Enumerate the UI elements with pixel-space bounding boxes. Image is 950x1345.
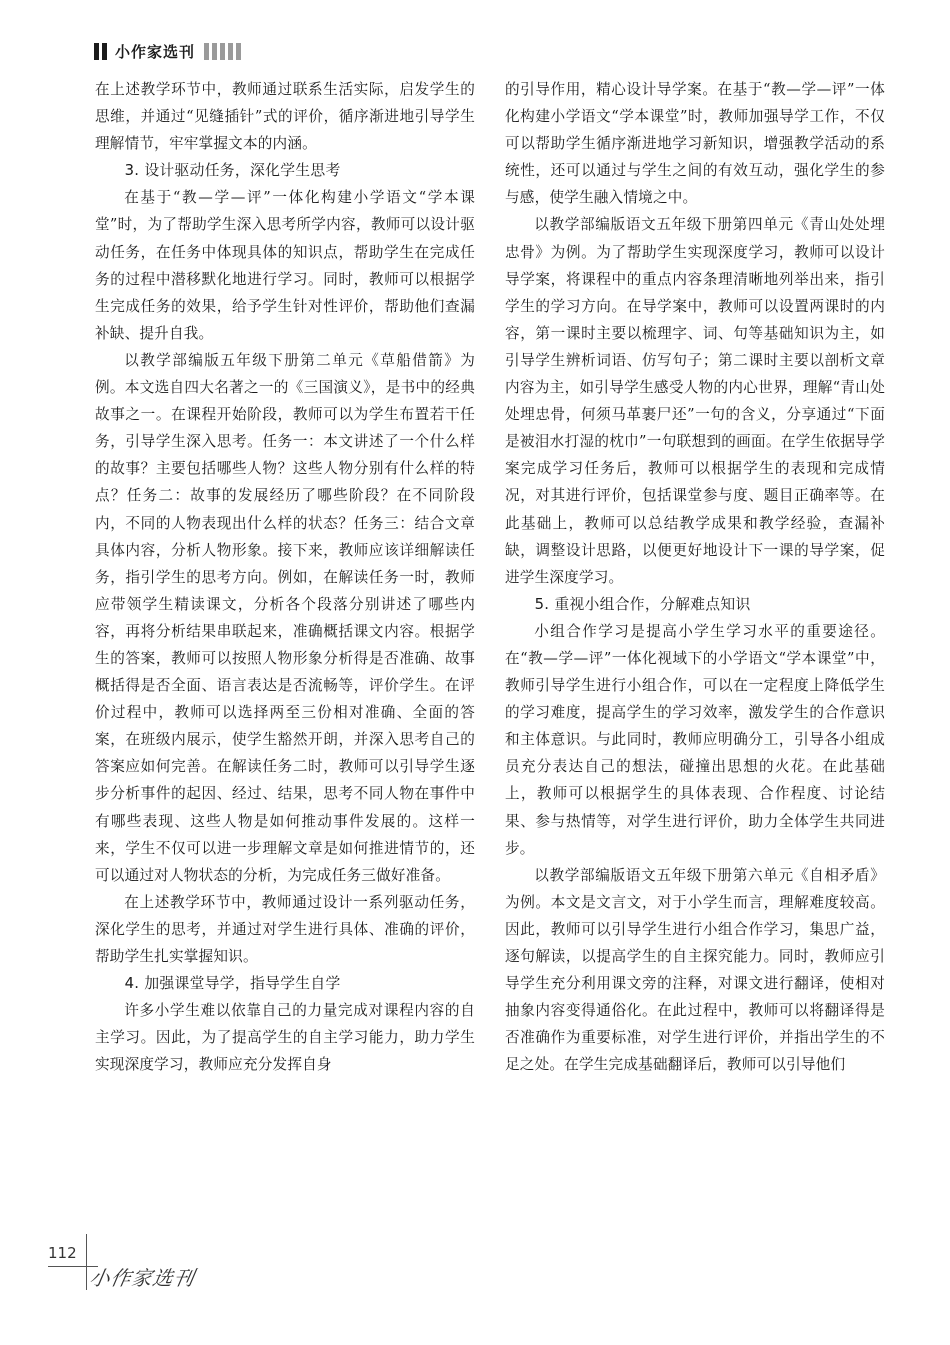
paragraph: 以教学部编版五年级下册第二单元《草船借箭》为例。本文选自四大名著之一的《三国演义》，是书中的经典故事之一。在课程开始阶段，教师可以为学生布置若干任务，引导学生深入思考。任务一：本文讲述了一个什么样的故事？主要包括哪些人物？这些人物分别有什么样的特点？任务二：故事的发展经历了哪些阶段？在不同阶段内，不同的人物表现出什么样的状态？任务三：结合文章具体内容，分析人物形象。接下来，教师应该详细解读任务，指引学生的思考方向。例如，在解读任务一时，教师应带领学生精读课文，分析各个段落分别讲述了哪些内容，再将分析结果串联起来，准确概括课文内容。根据学生的答案，教师可以按照人物形象分析得是否准确、故事概括得是否全面、语言表达是否流畅等，评价学生。在评价过程中，教师可以选择两至三份相对准确、全面的答案，在班级内展示，使学生豁然开朗，并深入思考自己的答案应如何完善。在解读任务二时，教师可以引导学生逐步分析事件的起因、经过、结果，思考不同人物在事件中有哪些表现、这些人物是如何推动事件发展的。这样一来，学生不仅可以进一步理解文章是如何推进情节的，还可以通过对人物状态的分析，为完成任务三做好准备。 xyxy=(95,351,475,884)
paragraph: 以教学部编版语文五年级下册第六单元《自相矛盾》为例。本文是文言文，对于小学生而言，理解难度较高。因此，教师可以引导学生进行小组合作学习，集思广益，逐句解读，以提高学生的自主探究能力。同时，教师应引导学生充分利用课文旁的注释，对课文进行翻译，使相对抽象内容变得通俗化。在此过程中，教师可以将翻译得是否准确作为重要标准，对学生进行评价，并指出学生的不足之处。在学生完成基础翻译后，教师可以引导他们 xyxy=(505,866,885,1074)
header-bars-light xyxy=(204,43,241,60)
running-head xyxy=(94,40,241,62)
folio-rule xyxy=(48,1266,98,1267)
paragraph: 在上述教学环节中，教师通过联系生活实际，启发学生的思维，并通过“见缝插针”式的评价，循序渐进地引导学生理解情节，牢牢掌握文本的内涵。 xyxy=(95,81,475,153)
section-heading: 4. 加强课堂导学，指导学生自学 xyxy=(124,975,341,993)
paragraph: 以教学部编版语文五年级下册第四单元《青山处处埋忠骨》为例。为了帮助学生实现深度学习，教师可以设计导学案，将课程中的重点内容条理清晰地列举出来，指引学生的学习方向。在导学案中，教师可以设置两课时的内容，第一课时主要以梳理字、词、句等基础知识为主，如引导学生辨析词语、仿写句子；第二课时主要以剖析文章内容为主，如引导学生感受人物的内心世界，理解“青山处处埋忠骨，何须马革裹尸还”一句的含义，分享通过“下面是被泪水打湿的枕巾”一句联想到的画面。在学生依据导学案完成学习任务后，教师可以根据学生的表现和完成情况，对其进行评价，包括课堂参与度、题目正确率等。在此基础上，教师可以总结教学成果和教学经验，查漏补缺，调整设计思路，以便更好地设计下一课的导学案，促进学生深度学习。 xyxy=(505,216,885,586)
right-column xyxy=(505,76,885,1078)
journal-title: 小作家选刊 xyxy=(115,42,196,61)
paragraph: 在上述教学环节中，教师通过设计一系列驱动任务，深化学生的思考，并通过对学生进行具体、准确的评价，帮助学生扎实掌握知识。 xyxy=(95,893,475,965)
paragraph: 小组合作学习是提高小学生学习水平的重要途径。在“教—学—评”一体化视域下的小学语文“学本课堂”中，教师引导学生进行小组合作，可以在一定程度上降低学生的学习难度，提高学生的学习效率，激发学生的合作意识和主体意识。与此同时，教师应明确分工，引导各小组成员充分表达自己的想法，碰撞出思想的火花。在此基础上，教师可以根据学生的具体表现、合作程度、讨论结果、参与热情等，对学生进行评价，助力全体学生共同进步。 xyxy=(505,622,885,857)
brand-signature-logo: 小作家选刊 xyxy=(87,1266,197,1290)
left-column xyxy=(95,76,475,1078)
paragraph: 的引导作用，精心设计导学案。在基于“教—学—评”一体化构建小学语文“学本课堂”时，教师加强导学工作，不仅可以帮助学生循序渐进地学习新知识，增强教学活动的系统性，还可以通过与学生之间的有效互动，强化学生的参与感，使学生融入情境之中。 xyxy=(505,81,885,207)
folio-divider xyxy=(86,1234,87,1290)
header-bars-dark xyxy=(94,43,107,60)
page-number: 112 xyxy=(48,1244,77,1262)
section-heading: 5. 重视小组合作，分解难点知识 xyxy=(534,595,751,613)
paragraph: 在基于“教—学—评”一体化构建小学语文“学本课堂”时，为了帮助学生深入思考所学内容，教师可以设计驱动任务，在任务中体现具体的知识点，帮助学生在完成任务的过程中潜移默化地进行学习。同时，教师可以根据学生完成任务的效果，给予学生针对性评价，帮助他们查漏补缺、提升自我。 xyxy=(95,189,475,342)
page-folio xyxy=(44,1232,204,1302)
section-heading: 3. 设计驱动任务，深化学生思考 xyxy=(124,162,341,180)
paragraph: 许多小学生难以依靠自己的力量完成对课程内容的自主学习。因此，为了提高学生的自主学习能力，助力学生实现深度学习，教师应充分发挥自身 xyxy=(95,1002,475,1074)
